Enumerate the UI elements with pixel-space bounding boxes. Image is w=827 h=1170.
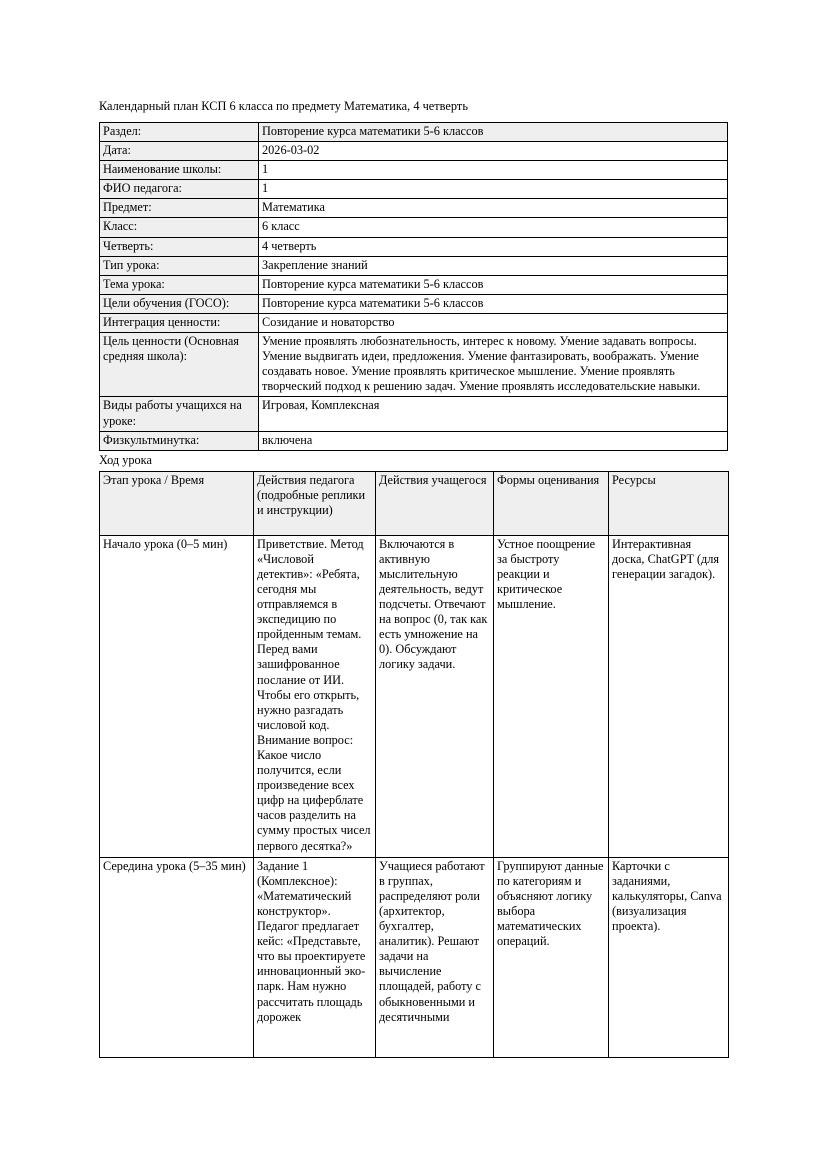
header-cell-resources: Ресурсы bbox=[609, 471, 729, 535]
info-row-value: Повторение курса математики 5-6 классов bbox=[259, 294, 728, 313]
info-row-value: Повторение курса математики 5-6 классов bbox=[259, 275, 728, 294]
info-row-label: Цель ценности (Основная средняя школа): bbox=[100, 333, 259, 397]
flow-cell-student-actions: Учащиеся работают в группах, распределяют роли (архитектор, бухгалтер, аналитик). Решают задачи на вычисление площадей, работу с обыкновенными и десятичными bbox=[376, 857, 494, 1057]
info-row-value: 2026-03-02 bbox=[259, 142, 728, 161]
info-row-value: 4 четверть bbox=[259, 237, 728, 256]
info-row-label: Виды работы учащихся на уроке: bbox=[100, 397, 259, 431]
info-row-value: 1 bbox=[259, 161, 728, 180]
lesson-info-body bbox=[100, 123, 728, 451]
info-row-label: Раздел: bbox=[100, 123, 259, 142]
table-row bbox=[100, 333, 728, 397]
info-row-label: Интеграция ценности: bbox=[100, 313, 259, 332]
info-row-value: 6 класс bbox=[259, 218, 728, 237]
table-row bbox=[100, 294, 728, 313]
page-title: Календарный план КСП 6 класса по предмету Математика, 4 четверть bbox=[99, 99, 468, 113]
info-row-label: Тип урока: bbox=[100, 256, 259, 275]
table-row bbox=[100, 199, 728, 218]
info-row-label: Предмет: bbox=[100, 199, 259, 218]
table-row bbox=[100, 256, 728, 275]
lesson-flow-caption: Ход урока bbox=[99, 452, 152, 467]
info-row-value: включена bbox=[259, 431, 728, 450]
lesson-flow-body bbox=[100, 535, 729, 1057]
info-row-label: Физкультминутка: bbox=[100, 431, 259, 450]
flow-cell-assessment: Группируют данные по категориям и объясняют логику выбора математических операций. bbox=[494, 857, 609, 1057]
table-row bbox=[100, 313, 728, 332]
info-row-value: Закрепление знаний bbox=[259, 256, 728, 275]
info-row-label: Тема урока: bbox=[100, 275, 259, 294]
table-row bbox=[100, 237, 728, 256]
table-header-row bbox=[100, 471, 729, 535]
info-row-label: ФИО педагога: bbox=[100, 180, 259, 199]
flow-cell-resources: Интерактивная доска, ChatGPT (для генерации загадок). bbox=[609, 535, 729, 857]
info-row-value: Умение проявлять любознательность, интерес к новому. Умение задавать вопросы. Умение выдвигать идеи, предложения. Умение фантазировать, воображать. Умение создавать новое. Умение проявлять критическое мышление. Умение проявлять творческий подход к решению задач. Умение проявлять исследовательские навыки. bbox=[259, 333, 728, 397]
info-row-label: Четверть: bbox=[100, 237, 259, 256]
info-row-label: Цели обучения (ГОСО): bbox=[100, 294, 259, 313]
flow-cell-teacher-actions: Задание 1 (Комплексное): «Математический конструктор». Педагог предлагает кейс: «Представьте, что вы проектируете инновационный эко-парк. Нам нужно рассчитать площадь дорожек bbox=[254, 857, 376, 1057]
flow-cell-teacher-actions: Приветствие. Метод «Числовой детектив»: «Ребята, сегодня мы отправляемся в экспедицию по пройденным темам. Перед вами зашифрованное послание от ИИ. Чтобы его открыть, нужно разгадать числовой код. Внимание вопрос: Какое число получится, если произведение всех цифр на циферблате часов разделить на сумму простых чисел первого десятка?» bbox=[254, 535, 376, 857]
lesson-info-table bbox=[99, 122, 728, 451]
lesson-flow-header bbox=[100, 471, 729, 535]
table-row bbox=[100, 431, 728, 450]
table-row bbox=[100, 397, 728, 431]
info-row-label: Класс: bbox=[100, 218, 259, 237]
info-row-label: Наименование школы: bbox=[100, 161, 259, 180]
info-row-value: Созидание и новаторство bbox=[259, 313, 728, 332]
header-cell-assessment: Формы оценивания bbox=[494, 471, 609, 535]
table-row bbox=[100, 161, 728, 180]
info-row-label: Дата: bbox=[100, 142, 259, 161]
table-row bbox=[100, 218, 728, 237]
header-cell-student-actions: Действия учащегося bbox=[376, 471, 494, 535]
flow-cell-stage: Середина урока (5–35 мин) bbox=[100, 857, 254, 1057]
lesson-flow-table bbox=[99, 471, 729, 1058]
header-cell-teacher-actions: Действия педагога (подробные реплики и инструкции) bbox=[254, 471, 376, 535]
table-row bbox=[100, 123, 728, 142]
flow-cell-resources: Карточки с заданиями, калькуляторы, Canva (визуализация проекта). bbox=[609, 857, 729, 1057]
flow-cell-stage: Начало урока (0–5 мин) bbox=[100, 535, 254, 857]
table-row bbox=[100, 275, 728, 294]
info-row-value: 1 bbox=[259, 180, 728, 199]
info-row-value: Математика bbox=[259, 199, 728, 218]
table-row bbox=[100, 180, 728, 199]
header-cell-stage: Этап урока / Время bbox=[100, 471, 254, 535]
flow-cell-assessment: Устное поощрение за быстроту реакции и критическое мышление. bbox=[494, 535, 609, 857]
table-row bbox=[100, 535, 729, 857]
table-row bbox=[100, 857, 729, 1057]
table-row bbox=[100, 142, 728, 161]
info-row-value: Повторение курса математики 5-6 классов bbox=[259, 123, 728, 142]
info-row-value: Игровая, Комплексная bbox=[259, 397, 728, 431]
flow-cell-student-actions: Включаются в активную мыслительную деятельность, ведут подсчеты. Отвечают на вопрос (0, так как есть умножение на 0). Обсуждают логику задачи. bbox=[376, 535, 494, 857]
